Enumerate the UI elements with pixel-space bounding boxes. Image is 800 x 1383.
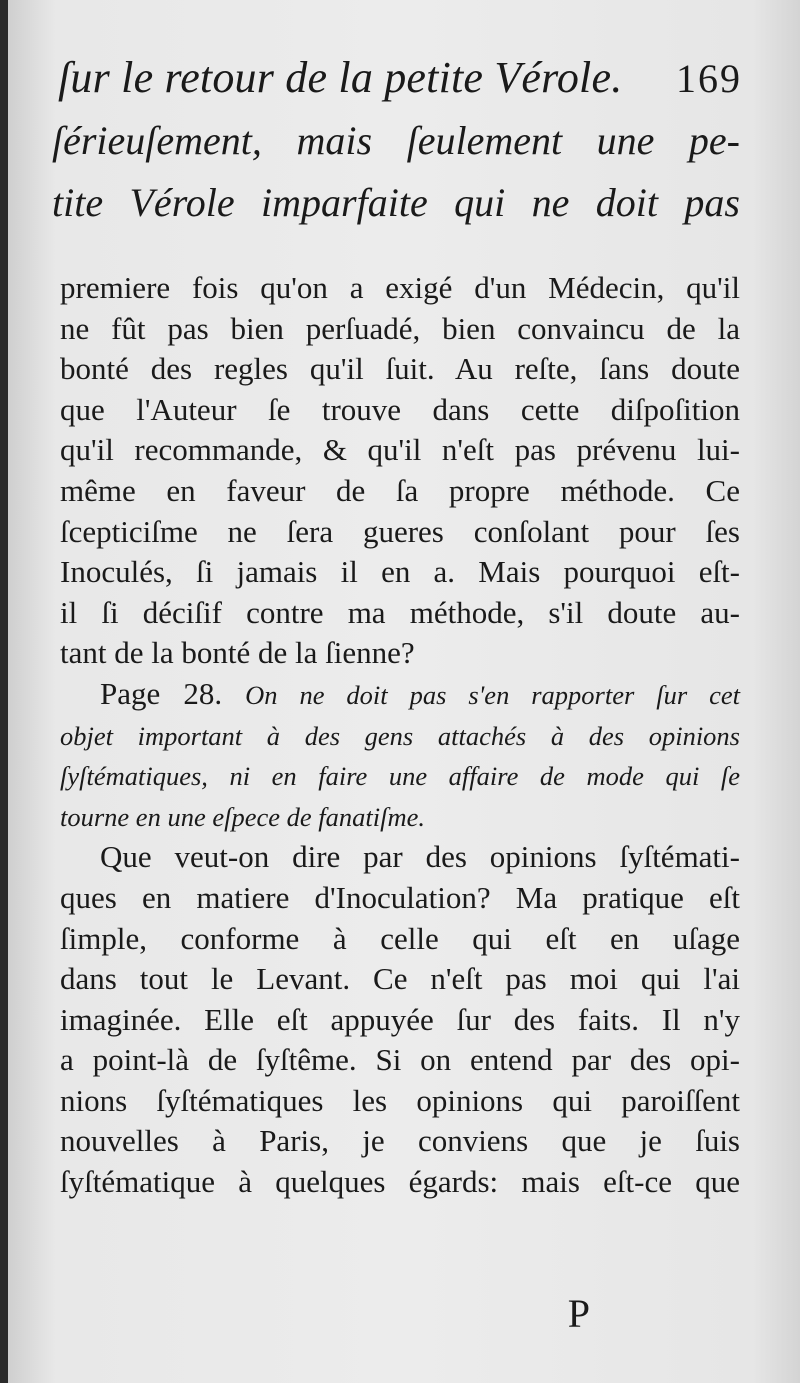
top-italic-line: ſérieuſement, mais ſeulement une pe- bbox=[52, 118, 740, 163]
quote-line: tourne en une eſpece de fanatiſme. bbox=[60, 801, 425, 832]
paragraph-1 bbox=[60, 268, 740, 674]
text-line: tant de la bonté de la ſienne? bbox=[60, 635, 415, 671]
quote-text: On ne doit pas s'en rapporter ſur cet bbox=[245, 679, 740, 710]
book-page bbox=[8, 0, 800, 1383]
text-line: dans tout le Levant. Ce n'eſt pas moi qui l'ai bbox=[60, 961, 740, 997]
text-line: bonté des regles qu'il ſuit. Au reſte, ſans doute bbox=[60, 351, 740, 387]
text-line: ne fût pas bien perſuadé, bien convaincu de la bbox=[60, 310, 740, 346]
quote-line: objet important à des gens attachés à des opinions bbox=[60, 720, 740, 751]
text-line: ſimple, conforme à celle qui eſt en uſage bbox=[60, 920, 740, 956]
text-line: premiere fois qu'on a exigé d'un Médecin, qu'il bbox=[60, 270, 740, 305]
text-line: ſyſtématique à quelques égards: mais eſt-ce que bbox=[60, 1164, 740, 1200]
text-line: a point-là de ſyſtême. Si on entend par des opi- bbox=[60, 1042, 740, 1078]
text-line: imaginée. Elle eſt appuyée ſur des faits. Il n'y bbox=[60, 1001, 740, 1037]
catchword: P bbox=[567, 1291, 590, 1336]
quote-first-line bbox=[60, 674, 740, 716]
text-line: que l'Auteur ſe trouve dans cette diſpoſition bbox=[60, 391, 740, 427]
text-line: qu'il recommande, & qu'il n'eſt pas prévenu lui- bbox=[60, 432, 740, 468]
text-line: il ſi déciſif contre ma méthode, s'il doute au- bbox=[60, 594, 740, 630]
text-line: nions ſyſtématiques les opinions qui paroiſſent bbox=[60, 1082, 740, 1118]
top-italic-fragment bbox=[52, 110, 740, 234]
page-header bbox=[58, 52, 742, 103]
text-line: ſcepticiſme ne ſera gueres conſolant pour ſes bbox=[60, 513, 740, 549]
text-line: ques en matiere d'Inoculation? Ma pratique eſt bbox=[60, 879, 740, 915]
paragraph-2 bbox=[60, 837, 740, 1202]
body-text bbox=[60, 268, 740, 1203]
text-line: nouvelles à Paris, je conviens que je ſuis bbox=[60, 1123, 740, 1159]
running-head: ſur le retour de la petite Vérole. bbox=[58, 53, 623, 102]
text-line: même en faveur de ſa propre méthode. Ce bbox=[60, 472, 740, 508]
page-number: 169 bbox=[676, 56, 742, 101]
text-line: Inoculés, ſi jamais il en a. Mais pourquoi eſt- bbox=[60, 554, 740, 590]
quotation bbox=[60, 674, 740, 837]
page-reference: Page 28. bbox=[100, 675, 223, 711]
top-italic-line: tite Vérole imparfaite qui ne doit pas bbox=[52, 180, 740, 225]
text-line: Que veut-on dire par des opinions ſyſtémati- bbox=[100, 839, 740, 875]
quote-line: ſyſtématiques, ni en faire une affaire de mode qui ſe bbox=[60, 761, 740, 792]
